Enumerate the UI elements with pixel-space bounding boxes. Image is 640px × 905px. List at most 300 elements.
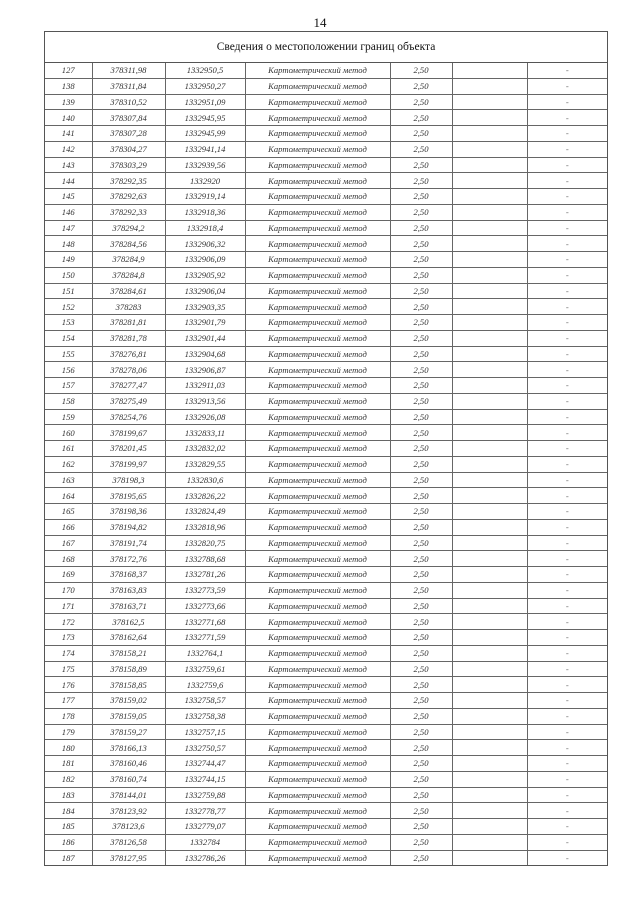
empty-cell <box>452 315 527 331</box>
method-cell: Картометрический метод <box>245 425 390 441</box>
accuracy-cell: 2,50 <box>390 456 452 472</box>
y-coordinate-cell: 1332759,6 <box>165 677 245 693</box>
point-number-cell: 141 <box>45 126 92 142</box>
note-cell: - <box>527 803 607 819</box>
method-cell: Картометрический метод <box>245 173 390 189</box>
y-coordinate-cell: 1332779,07 <box>165 819 245 835</box>
x-coordinate-cell: 378159,27 <box>92 724 165 740</box>
table-row <box>45 236 607 252</box>
empty-cell <box>452 299 527 315</box>
note-cell: - <box>527 661 607 677</box>
point-number-cell: 127 <box>45 63 92 78</box>
empty-cell <box>452 78 527 94</box>
accuracy-cell: 2,50 <box>390 787 452 803</box>
empty-cell <box>452 252 527 268</box>
accuracy-cell: 2,50 <box>390 393 452 409</box>
accuracy-cell: 2,50 <box>390 409 452 425</box>
x-coordinate-cell: 378158,21 <box>92 645 165 661</box>
note-cell: - <box>527 110 607 126</box>
x-coordinate-cell: 378284,9 <box>92 252 165 268</box>
x-coordinate-cell: 378307,84 <box>92 110 165 126</box>
note-cell: - <box>527 472 607 488</box>
point-number-cell: 167 <box>45 535 92 551</box>
x-coordinate-cell: 378283 <box>92 299 165 315</box>
table-row <box>45 330 607 346</box>
table-row <box>45 582 607 598</box>
empty-cell <box>452 362 527 378</box>
note-cell: - <box>527 141 607 157</box>
method-cell: Картометрический метод <box>245 708 390 724</box>
note-cell: - <box>527 834 607 850</box>
note-cell: - <box>527 362 607 378</box>
accuracy-cell: 2,50 <box>390 850 452 865</box>
y-coordinate-cell: 1332786,26 <box>165 850 245 865</box>
accuracy-cell: 2,50 <box>390 535 452 551</box>
table-row <box>45 661 607 677</box>
accuracy-cell: 2,50 <box>390 157 452 173</box>
empty-cell <box>452 189 527 205</box>
table-row <box>45 567 607 583</box>
note-cell: - <box>527 378 607 394</box>
y-coordinate-cell: 1332818,96 <box>165 519 245 535</box>
method-cell: Картометрический метод <box>245 283 390 299</box>
point-number-cell: 165 <box>45 504 92 520</box>
note-cell: - <box>527 582 607 598</box>
method-cell: Картометрический метод <box>245 834 390 850</box>
note-cell: - <box>527 756 607 772</box>
accuracy-cell: 2,50 <box>390 488 452 504</box>
table-row <box>45 315 607 331</box>
empty-cell <box>452 488 527 504</box>
y-coordinate-cell: 1332771,59 <box>165 630 245 646</box>
y-coordinate-cell: 1332945,95 <box>165 110 245 126</box>
point-number-cell: 156 <box>45 362 92 378</box>
accuracy-cell: 2,50 <box>390 63 452 78</box>
note-cell: - <box>527 425 607 441</box>
y-coordinate-cell: 1332950,5 <box>165 63 245 78</box>
table-row <box>45 834 607 850</box>
accuracy-cell: 2,50 <box>390 94 452 110</box>
point-number-cell: 178 <box>45 708 92 724</box>
table-row <box>45 756 607 772</box>
method-cell: Картометрический метод <box>245 504 390 520</box>
table-row <box>45 346 607 362</box>
empty-cell <box>452 582 527 598</box>
y-coordinate-cell: 1332830,6 <box>165 472 245 488</box>
point-number-cell: 170 <box>45 582 92 598</box>
point-number-cell: 179 <box>45 724 92 740</box>
empty-cell <box>452 94 527 110</box>
note-cell: - <box>527 519 607 535</box>
empty-cell <box>452 409 527 425</box>
y-coordinate-cell: 1332920 <box>165 173 245 189</box>
y-coordinate-cell: 1332759,88 <box>165 787 245 803</box>
y-coordinate-cell: 1332906,87 <box>165 362 245 378</box>
point-number-cell: 173 <box>45 630 92 646</box>
y-coordinate-cell: 1332824,49 <box>165 504 245 520</box>
point-number-cell: 186 <box>45 834 92 850</box>
empty-cell <box>452 661 527 677</box>
empty-cell <box>452 819 527 835</box>
note-cell: - <box>527 157 607 173</box>
table-row <box>45 173 607 189</box>
table-row <box>45 267 607 283</box>
method-cell: Картометрический метод <box>245 771 390 787</box>
table-row <box>45 94 607 110</box>
y-coordinate-cell: 1332758,38 <box>165 708 245 724</box>
empty-cell <box>452 630 527 646</box>
y-coordinate-cell: 1332764,1 <box>165 645 245 661</box>
empty-cell <box>452 441 527 457</box>
x-coordinate-cell: 378160,74 <box>92 771 165 787</box>
method-cell: Картометрический метод <box>245 346 390 362</box>
accuracy-cell: 2,50 <box>390 425 452 441</box>
point-number-cell: 172 <box>45 614 92 630</box>
y-coordinate-cell: 1332771,68 <box>165 614 245 630</box>
y-coordinate-cell: 1332784 <box>165 834 245 850</box>
point-number-cell: 139 <box>45 94 92 110</box>
table-row <box>45 850 607 865</box>
note-cell: - <box>527 220 607 236</box>
empty-cell <box>452 567 527 583</box>
x-coordinate-cell: 378292,63 <box>92 189 165 205</box>
y-coordinate-cell: 1332829,55 <box>165 456 245 472</box>
table-row <box>45 630 607 646</box>
point-number-cell: 146 <box>45 204 92 220</box>
y-coordinate-cell: 1332919,14 <box>165 189 245 205</box>
note-cell: - <box>527 173 607 189</box>
accuracy-cell: 2,50 <box>390 252 452 268</box>
x-coordinate-cell: 378172,76 <box>92 551 165 567</box>
point-number-cell: 183 <box>45 787 92 803</box>
accuracy-cell: 2,50 <box>390 567 452 583</box>
accuracy-cell: 2,50 <box>390 645 452 661</box>
empty-cell <box>452 425 527 441</box>
accuracy-cell: 2,50 <box>390 315 452 331</box>
table-row <box>45 614 607 630</box>
x-coordinate-cell: 378284,8 <box>92 267 165 283</box>
note-cell: - <box>527 771 607 787</box>
y-coordinate-cell: 1332778,77 <box>165 803 245 819</box>
method-cell: Картометрический метод <box>245 267 390 283</box>
accuracy-cell: 2,50 <box>390 362 452 378</box>
table-row <box>45 504 607 520</box>
point-number-cell: 152 <box>45 299 92 315</box>
method-cell: Картометрический метод <box>245 78 390 94</box>
method-cell: Картометрический метод <box>245 63 390 78</box>
x-coordinate-cell: 378284,56 <box>92 236 165 252</box>
note-cell: - <box>527 330 607 346</box>
note-cell: - <box>527 78 607 94</box>
accuracy-cell: 2,50 <box>390 740 452 756</box>
point-number-cell: 182 <box>45 771 92 787</box>
method-cell: Картометрический метод <box>245 677 390 693</box>
accuracy-cell: 2,50 <box>390 441 452 457</box>
empty-cell <box>452 330 527 346</box>
method-cell: Картометрический метод <box>245 94 390 110</box>
accuracy-cell: 2,50 <box>390 110 452 126</box>
point-number-cell: 177 <box>45 693 92 709</box>
table-row <box>45 708 607 724</box>
x-coordinate-cell: 378304,27 <box>92 141 165 157</box>
empty-cell <box>452 220 527 236</box>
method-cell: Картометрический метод <box>245 110 390 126</box>
table-row <box>45 252 607 268</box>
point-number-cell: 153 <box>45 315 92 331</box>
table-row <box>45 204 607 220</box>
coordinates-table <box>45 63 607 865</box>
point-number-cell: 150 <box>45 267 92 283</box>
empty-cell <box>452 535 527 551</box>
note-cell: - <box>527 677 607 693</box>
x-coordinate-cell: 378278,06 <box>92 362 165 378</box>
note-cell: - <box>527 819 607 835</box>
table-row <box>45 472 607 488</box>
point-number-cell: 140 <box>45 110 92 126</box>
method-cell: Картометрический метод <box>245 204 390 220</box>
note-cell: - <box>527 63 607 78</box>
x-coordinate-cell: 378168,37 <box>92 567 165 583</box>
table-row <box>45 693 607 709</box>
x-coordinate-cell: 378311,98 <box>92 63 165 78</box>
accuracy-cell: 2,50 <box>390 472 452 488</box>
table-row <box>45 519 607 535</box>
x-coordinate-cell: 378159,05 <box>92 708 165 724</box>
x-coordinate-cell: 378163,83 <box>92 582 165 598</box>
y-coordinate-cell: 1332905,92 <box>165 267 245 283</box>
point-number-cell: 145 <box>45 189 92 205</box>
y-coordinate-cell: 1332911,03 <box>165 378 245 394</box>
x-coordinate-cell: 378127,95 <box>92 850 165 865</box>
note-cell: - <box>527 724 607 740</box>
note-cell: - <box>527 614 607 630</box>
note-cell: - <box>527 346 607 362</box>
point-number-cell: 142 <box>45 141 92 157</box>
note-cell: - <box>527 630 607 646</box>
x-coordinate-cell: 378123,92 <box>92 803 165 819</box>
note-cell: - <box>527 551 607 567</box>
y-coordinate-cell: 1332901,44 <box>165 330 245 346</box>
method-cell: Картометрический метод <box>245 252 390 268</box>
accuracy-cell: 2,50 <box>390 519 452 535</box>
y-coordinate-cell: 1332750,57 <box>165 740 245 756</box>
point-number-cell: 151 <box>45 283 92 299</box>
method-cell: Картометрический метод <box>245 299 390 315</box>
point-number-cell: 160 <box>45 425 92 441</box>
method-cell: Картометрический метод <box>245 567 390 583</box>
note-cell: - <box>527 94 607 110</box>
method-cell: Картометрический метод <box>245 220 390 236</box>
x-coordinate-cell: 378126,58 <box>92 834 165 850</box>
note-cell: - <box>527 456 607 472</box>
x-coordinate-cell: 378307,28 <box>92 126 165 142</box>
y-coordinate-cell: 1332941,14 <box>165 141 245 157</box>
x-coordinate-cell: 378163,71 <box>92 598 165 614</box>
y-coordinate-cell: 1332744,47 <box>165 756 245 772</box>
empty-cell <box>452 598 527 614</box>
x-coordinate-cell: 378310,52 <box>92 94 165 110</box>
accuracy-cell: 2,50 <box>390 834 452 850</box>
method-cell: Картометрический метод <box>245 819 390 835</box>
note-cell: - <box>527 693 607 709</box>
point-number-cell: 169 <box>45 567 92 583</box>
accuracy-cell: 2,50 <box>390 756 452 772</box>
note-cell: - <box>565 852 569 863</box>
method-cell: Картометрический метод <box>245 330 390 346</box>
empty-cell <box>452 771 527 787</box>
empty-cell <box>452 204 527 220</box>
x-coordinate-cell: 378162,5 <box>92 614 165 630</box>
point-number-cell: 155 <box>45 346 92 362</box>
x-coordinate-cell: 378276,81 <box>92 346 165 362</box>
y-coordinate-cell: 1332773,59 <box>165 582 245 598</box>
empty-cell <box>452 551 527 567</box>
y-coordinate-cell: 1332826,22 <box>165 488 245 504</box>
table-row <box>45 819 607 835</box>
empty-cell <box>452 677 527 693</box>
y-coordinate-cell: 1332901,79 <box>165 315 245 331</box>
accuracy-cell: 2,50 <box>390 189 452 205</box>
empty-cell <box>452 724 527 740</box>
method-cell: Картометрический метод <box>245 126 390 142</box>
note-cell: - <box>527 567 607 583</box>
table-row <box>45 393 607 409</box>
method-cell: Картометрический метод <box>245 645 390 661</box>
point-number-cell: 166 <box>45 519 92 535</box>
accuracy-cell: 2,50 <box>390 677 452 693</box>
method-cell: Картометрический метод <box>245 141 390 157</box>
y-coordinate-cell: 1332833,11 <box>165 425 245 441</box>
x-coordinate-cell: 378194,82 <box>92 519 165 535</box>
table-row <box>45 283 607 299</box>
x-coordinate-cell: 378198,36 <box>92 504 165 520</box>
y-coordinate-cell: 1332744,15 <box>165 771 245 787</box>
y-coordinate-cell: 1332758,57 <box>165 693 245 709</box>
empty-cell <box>452 645 527 661</box>
y-coordinate-cell: 1332945,99 <box>165 126 245 142</box>
table-row <box>45 645 607 661</box>
point-number-cell: 180 <box>45 740 92 756</box>
note-cell: - <box>527 441 607 457</box>
accuracy-cell: 2,50 <box>390 78 452 94</box>
accuracy-cell: 2,50 <box>390 236 452 252</box>
x-coordinate-cell: 378158,89 <box>92 661 165 677</box>
empty-cell <box>452 519 527 535</box>
x-coordinate-cell: 378284,61 <box>92 283 165 299</box>
x-coordinate-cell: 378292,35 <box>92 173 165 189</box>
empty-cell <box>452 472 527 488</box>
table-row <box>45 535 607 551</box>
x-coordinate-cell: 378201,45 <box>92 441 165 457</box>
method-cell: Картометрический метод <box>245 787 390 803</box>
method-cell: Картометрический метод <box>245 551 390 567</box>
accuracy-cell: 2,50 <box>390 803 452 819</box>
empty-cell <box>452 283 527 299</box>
accuracy-cell: 2,50 <box>390 267 452 283</box>
note-cell: - <box>527 740 607 756</box>
empty-cell <box>452 63 527 78</box>
empty-cell <box>452 803 527 819</box>
x-coordinate-cell: 378277,47 <box>92 378 165 394</box>
y-coordinate-cell: 1332906,32 <box>165 236 245 252</box>
empty-cell <box>452 393 527 409</box>
x-coordinate-cell: 378195,65 <box>92 488 165 504</box>
empty-cell <box>452 267 527 283</box>
method-cell: Картометрический метод <box>245 315 390 331</box>
table-row <box>45 598 607 614</box>
note-cell: - <box>527 535 607 551</box>
x-coordinate-cell: 378311,84 <box>92 78 165 94</box>
point-number-cell: 171 <box>45 598 92 614</box>
table-row <box>45 378 607 394</box>
accuracy-cell: 2,50 <box>390 708 452 724</box>
table-row <box>45 141 607 157</box>
x-coordinate-cell: 378162,64 <box>92 630 165 646</box>
point-number-cell: 162 <box>45 456 92 472</box>
accuracy-cell: 2,50 <box>390 346 452 362</box>
method-cell: Картометрический метод <box>245 582 390 598</box>
empty-cell <box>452 850 527 865</box>
table-row <box>45 724 607 740</box>
x-coordinate-cell: 378191,74 <box>92 535 165 551</box>
y-coordinate-cell: 1332904,68 <box>165 346 245 362</box>
note-cell: - <box>527 787 607 803</box>
accuracy-cell: 2,50 <box>390 630 452 646</box>
x-coordinate-cell: 378144,01 <box>92 787 165 803</box>
empty-cell <box>452 346 527 362</box>
accuracy-cell: 2,50 <box>390 299 452 315</box>
point-number-cell: 157 <box>45 378 92 394</box>
method-cell: Картометрический метод <box>245 598 390 614</box>
table-row <box>45 126 607 142</box>
y-coordinate-cell: 1332788,68 <box>165 551 245 567</box>
y-coordinate-cell: 1332951,09 <box>165 94 245 110</box>
method-cell: Картометрический метод <box>245 724 390 740</box>
note-cell: - <box>527 488 607 504</box>
accuracy-cell: 2,50 <box>390 504 452 520</box>
empty-cell <box>452 614 527 630</box>
x-coordinate-cell: 378292,33 <box>92 204 165 220</box>
method-cell: Картометрический метод <box>245 661 390 677</box>
table-row <box>45 551 607 567</box>
point-number-cell: 143 <box>45 157 92 173</box>
accuracy-cell: 2,50 <box>390 598 452 614</box>
y-coordinate-cell: 1332781,26 <box>165 567 245 583</box>
method-cell: Картометрический метод <box>245 472 390 488</box>
empty-cell <box>452 173 527 189</box>
table-row <box>45 803 607 819</box>
table-row <box>45 409 607 425</box>
accuracy-cell: 2,50 <box>390 378 452 394</box>
method-cell: Картометрический метод <box>245 236 390 252</box>
point-number-cell: 184 <box>45 803 92 819</box>
point-number-cell: 154 <box>45 330 92 346</box>
accuracy-cell: 2,50 <box>390 661 452 677</box>
page-number: 14 <box>313 15 327 30</box>
x-coordinate-cell: 378160,46 <box>92 756 165 772</box>
table-row <box>45 425 607 441</box>
point-number-cell: 168 <box>45 551 92 567</box>
table-row <box>45 78 607 94</box>
y-coordinate-cell: 1332906,09 <box>165 252 245 268</box>
note-cell: - <box>527 409 607 425</box>
x-coordinate-cell: 378254,76 <box>92 409 165 425</box>
note-cell: - <box>527 645 607 661</box>
method-cell: Картометрический метод <box>245 519 390 535</box>
method-cell: Картометрический метод <box>245 850 390 865</box>
accuracy-cell: 2,50 <box>390 771 452 787</box>
method-cell: Картометрический метод <box>245 378 390 394</box>
